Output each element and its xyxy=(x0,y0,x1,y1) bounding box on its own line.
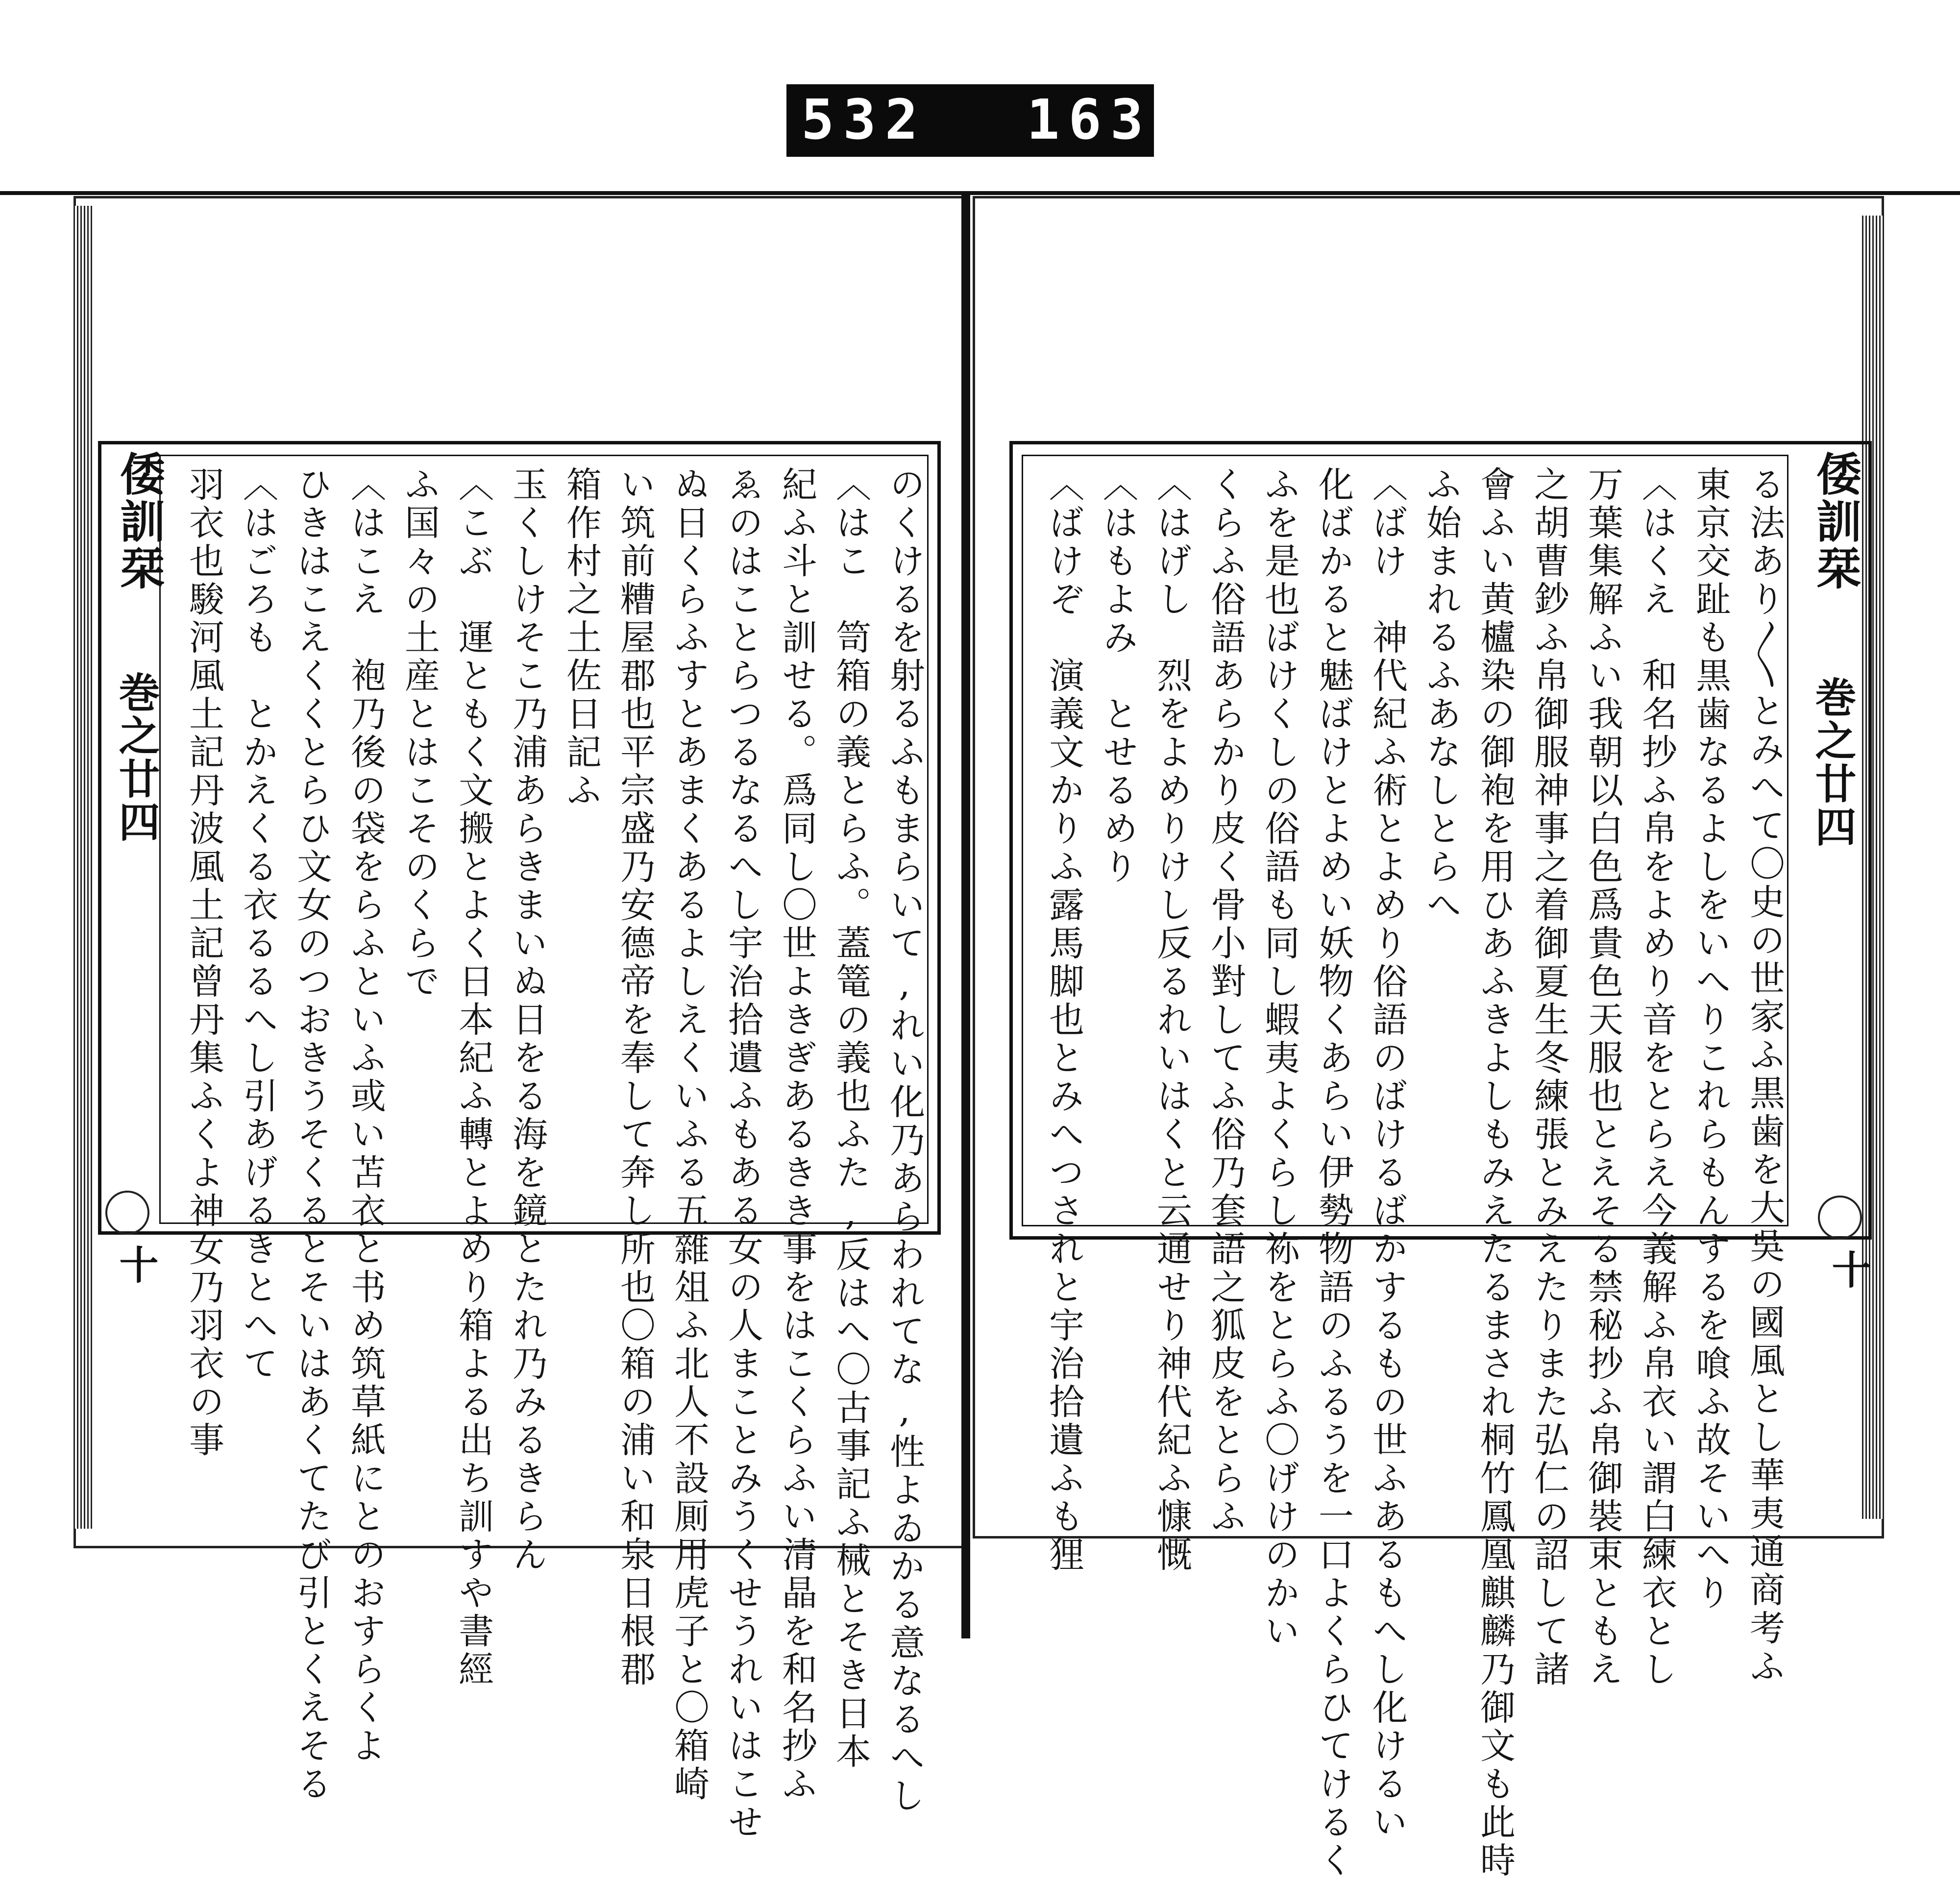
text-column: 之胡曹鈔ふ帛御服神事之着御夏生冬練張とみえたりまた弘仁の詔して諸 xyxy=(1528,466,1569,1689)
text-column: 〈ばけ 神代紀ふ術とよめり俗語のばけるばかするもの世ふあるもへし化けるい xyxy=(1367,466,1408,1842)
text-column: ぬ日くらふすとあまくあるよしえくいふる五雜俎ふ北人不設厠用虎子と〇箱崎 xyxy=(668,466,710,1804)
text-column: 〈はくえ 和名抄ふ帛をよめり音をとらえ今義解ふ帛衣い謂白練衣とし xyxy=(1636,466,1677,1689)
text-column: 玉くしけそこ乃浦あらきまいぬ日をる海を鏡とたれ乃みるきらん xyxy=(507,466,548,1574)
text-column: ふ国々の土産とはこそのくらで xyxy=(399,466,440,1001)
right-spine-title: 倭訓栞 xyxy=(1809,451,1862,592)
text-column: 化ばかると魅ばけとよめい妖物くあらい伊勢物語のふるうを一口よくらひてけるく xyxy=(1313,466,1354,1880)
call-number-label xyxy=(786,84,1154,157)
left-page-edge xyxy=(74,206,93,1529)
text-column: 羽衣也駿河風土記丹波風土記曾丹集ふくよ神女乃羽衣の事 xyxy=(183,466,224,1460)
left-spine-volume: 巻之廿四 xyxy=(112,671,161,844)
text-column: 〈はもよみ とせるめり xyxy=(1097,466,1138,886)
right-folio: 十 xyxy=(1825,1249,1871,1291)
text-column: くらふ俗語あらかり皮く骨小對してふ俗乃套語之狐皮をとらふ xyxy=(1205,466,1246,1536)
text-column: 〈はげし 烈をよめりけし反るれいはくと云通せり神代紀ふ慷慨 xyxy=(1151,466,1192,1574)
call-number-left: 532 xyxy=(801,88,927,152)
text-column: 万葉集解ふい我朝以白色爲貴色天服也とえそる禁秘抄ふ帛御裝束ともえ xyxy=(1582,466,1623,1689)
text-column: のくけるを射るふもまらいて,れい化乃あらわれてな,性よゐかる意なるへし xyxy=(884,466,925,1815)
text-column: ゑのはことらつるなるへし宇治拾遺ふもある女の人まことみうくせうれいはこせ xyxy=(722,466,763,1842)
call-number-right: 163 xyxy=(1027,88,1152,152)
right-columns xyxy=(1023,456,1787,1880)
text-column: 〈こぶ 運ともく文搬とよく日本紀ふ轉とよめり箱よる出ち訓すや書經 xyxy=(453,466,494,1689)
text-column: ふ始まれるふあなしとらへ xyxy=(1421,466,1462,925)
text-column: 會ふい黄櫨染の御袍を用ひあふきよしもみえたるまされ桐竹鳳凰麒麟乃御文も此時 xyxy=(1474,466,1516,1880)
text-column: 〈はこえ 袍乃後の袋をらふといふ或い苫衣と书め筑草紙にとのおすらくよ xyxy=(345,466,386,1765)
text-column: い筑前糟屋郡也平宗盛乃安德帝を奉して奔し所也〇箱の浦い和泉日根郡 xyxy=(614,466,656,1689)
text-column: 〈ばけぞ 演義文かりふ露馬脚也とみへつされと宇治拾遺ふも狸 xyxy=(1043,466,1084,1574)
right-spine-volume: 巻之廿四 xyxy=(1809,676,1857,849)
left-columns xyxy=(161,456,927,1842)
text-column: 箱作村之土佐日記ふ xyxy=(561,466,602,810)
text-column: 〈はこ 笥箱の義とらふ。蓋篭の義也ふた,反はへ〇古事記ふ械とそき日本 xyxy=(830,466,871,1771)
text-column: る法あり〳〵とみへて〇史の世家ふ黒歯を大吳の國風とし華夷通商考ふ xyxy=(1744,466,1785,1686)
text-column: ふを是也ばけくしの俗語も同し蝦夷よくらし袮をとらふ〇げけのかい xyxy=(1259,466,1300,1651)
text-column: 東京交趾も黒歯なるよしをいへりこれらもんするを喰ふ故そいへり xyxy=(1690,466,1731,1612)
right-folio-circle xyxy=(1818,1196,1862,1240)
center-gutter xyxy=(961,194,970,1638)
text-column: 〈はごろも とかえくる衣るるへし引あげるきとへて xyxy=(237,466,278,1383)
text-column: 紀ふ斗と訓せる。爲同し〇世よきぎあるきき事をはこくらふい清晶を和名抄ふ xyxy=(776,466,817,1804)
right-page-text-block xyxy=(1022,455,1788,1880)
top-rule xyxy=(0,191,1960,195)
left-spine-title: 倭訓栞 xyxy=(113,451,166,592)
left-page-text-block xyxy=(159,455,929,1842)
text-column: ひきはこえくくとらひ文女のつおきうそくるとそいはあくてたび引とくえそる xyxy=(291,466,332,1804)
left-folio: 十 xyxy=(113,1245,159,1286)
left-folio-circle xyxy=(105,1191,149,1235)
